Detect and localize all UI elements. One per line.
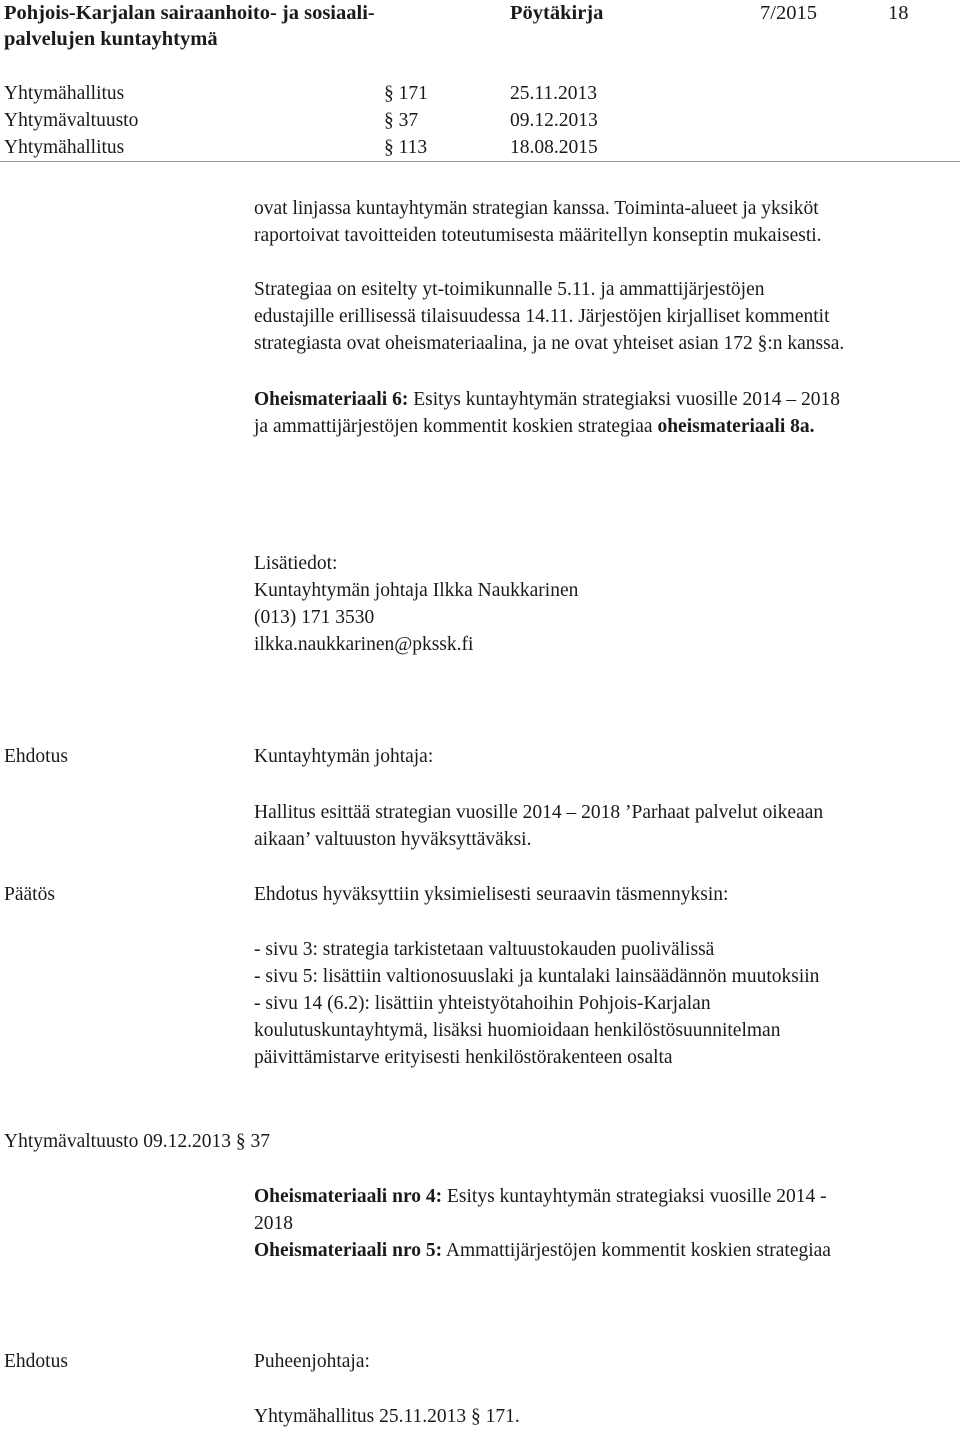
history-section: § 171 xyxy=(384,83,428,104)
decision-label: Päätös xyxy=(4,884,55,905)
list-item: päivittämistarve erityisesti henkilöstörakenteen osalta xyxy=(254,1047,673,1068)
proposal-speaker: Puheenjohtaja: xyxy=(254,1351,370,1372)
list-item: - sivu 3: strategia tarkistetaan valtuustokauden puolivälissä xyxy=(254,939,715,960)
list-item: - sivu 5: lisättiin valtionosuuslaki ja kuntalaki lainsäädännön muutoksiin xyxy=(254,966,820,987)
document-type: Pöytäkirja xyxy=(510,2,604,24)
contact-email: ilkka.naukkarinen@pkssk.fi xyxy=(254,634,474,655)
attachment-label: Oheismateriaali 6: xyxy=(254,389,409,410)
council-attachments: Oheismateriaali nro 4: Esitys kuntayhtymän strategiaksi vuosille 2014 - 2018 Oheismateriaali nro 5: Ammattijärjestöjen kommentit koskien strategiaa xyxy=(254,1186,831,1261)
organization-name: Pohjois-Karjalan sairaanhoito- ja sosiaali- palvelujen kuntayhtymä xyxy=(4,2,375,50)
proposal-reference: Yhtymähallitus 25.11.2013 § 171. xyxy=(254,1406,520,1427)
contact-phone: (013) 171 3530 xyxy=(254,607,375,628)
history-date: 09.12.2013 xyxy=(510,110,598,131)
history-row: Yhtymävaltuusto xyxy=(4,110,139,131)
proposal-label: Ehdotus xyxy=(4,746,68,767)
council-heading: Yhtymävaltuusto 09.12.2013 § 37 xyxy=(4,1131,270,1152)
history-section: § 37 xyxy=(384,110,419,131)
decision-items xyxy=(254,936,819,1071)
page-number: 18 xyxy=(888,2,909,24)
proposal-label: Ehdotus xyxy=(4,1351,68,1372)
attachment-paragraph: Oheismateriaali 6: Esitys kuntayhtymän strategiaksi vuosille 2014 – 2018 ja ammattijärjestöjen kommentit koskien strategiaa oheismateriaali 8a. xyxy=(254,389,841,437)
header-divider xyxy=(0,161,960,162)
history-row: Yhtymähallitus xyxy=(4,137,125,158)
history-date: 25.11.2013 xyxy=(510,83,598,104)
history-date: 18.08.2015 xyxy=(510,137,598,158)
attachment-label: Oheismateriaali nro 4: xyxy=(254,1186,443,1207)
decision-text: Ehdotus hyväksyttiin yksimielisesti seuraavin täsmennyksin: xyxy=(254,884,729,905)
contact-label: Lisätiedot: xyxy=(254,553,338,574)
body-paragraph-2: Strategiaa on esitelty yt-toimikunnalle 5.11. ja ammattijärjestöjen edustajille erillisessä tilaisuudessa 14.11. Järjestöjen kirjalliset kommentit strategiasta ovat oheismateriaalina, ja ne ovat yhteiset asian 172 §:n kanssa. xyxy=(254,279,845,354)
contact-info xyxy=(254,550,578,658)
document-number: 7/2015 xyxy=(760,2,817,24)
attachment-reference: oheismateriaali 8a xyxy=(657,416,810,437)
history-section: § 113 xyxy=(384,137,428,158)
proposal-speaker: Kuntayhtymän johtaja: xyxy=(254,746,434,767)
attachment-label: Oheismateriaali nro 5: xyxy=(254,1240,443,1261)
body-paragraph-1: ovat linjassa kuntayhtymän strategian kanssa. Toiminta-alueet ja yksiköt raportoivat tavoitteiden toteutumisesta määritellyn konseptin mukaisesti. xyxy=(254,198,822,246)
list-item: - sivu 14 (6.2): lisättiin yhteistyötahoihin Pohjois-Karjalan xyxy=(254,993,711,1014)
proposal-text: Hallitus esittää strategian vuosille 2014 – 2018 ’Parhaat palvelut oikeaan aikaan’ valtuuston hyväksyttäväksi. xyxy=(254,802,824,850)
list-item: koulutuskuntayhtymä, lisäksi huomioidaan henkilöstösuunnitelman xyxy=(254,1020,781,1041)
contact-name: Kuntayhtymän johtaja Ilkka Naukkarinen xyxy=(254,580,579,601)
history-row: Yhtymähallitus xyxy=(4,83,125,104)
